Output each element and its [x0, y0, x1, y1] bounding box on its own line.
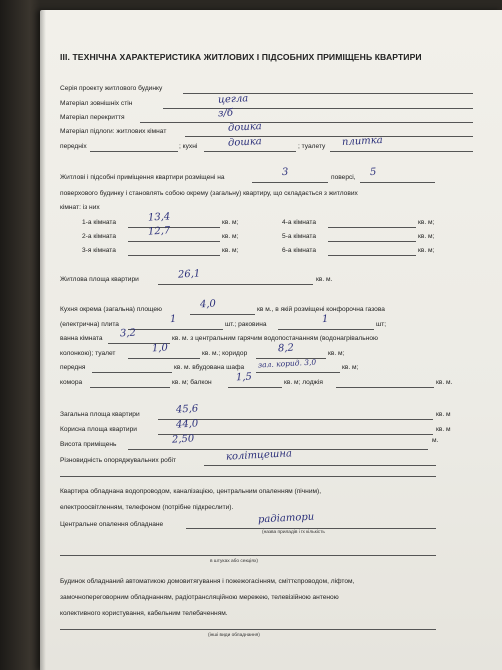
room-3-line [128, 255, 220, 256]
finish-extra-line [60, 476, 436, 477]
finish-label: Різновидність опоряджувальних робіт [60, 457, 177, 464]
heating-hint: (назва приладів і їх кількість [262, 530, 325, 535]
kitchen-area-line [190, 314, 255, 315]
bath-label: ванна кімната [60, 335, 103, 342]
floors-value: дошка [227, 121, 263, 134]
kitchen-text-1: Кухня окрема (загальна) площею [60, 306, 162, 313]
wardrobe-unit: кв. м; [342, 364, 359, 371]
section-title: ІІІ. ТЕХНІЧНА ХАРАКТЕРИСТИКА ЖИТЛОВИХ І ПІДСОБНИХ ПРИМІЩЕНЬ КВАРТИРИ [60, 52, 422, 62]
height-unit: м. [432, 437, 439, 444]
storage-line [90, 387, 170, 388]
walls-value: цегла [217, 93, 249, 106]
storeys-value: 5 [369, 166, 377, 179]
room-1-line [128, 227, 220, 228]
floor-line [252, 182, 328, 183]
useful-area-value: 44,0 [175, 418, 199, 431]
hall-area-line [92, 372, 172, 373]
wc-value: 1,0 [151, 342, 169, 355]
storage-label: комора [60, 379, 83, 386]
ceiling-line [140, 122, 473, 123]
corridor-unit: кв. м; [328, 350, 345, 357]
total-area-unit: кв. м [436, 411, 451, 418]
wardrobe-value: зал. корид. 3,0 [257, 357, 317, 370]
total-area-value: 45,6 [175, 403, 199, 416]
wc-line [128, 358, 200, 359]
room-6-unit: кв. м; [418, 247, 435, 254]
hall-line [90, 151, 178, 152]
loggia-label: кв. м; лоджія [284, 379, 323, 386]
kitchen-floor-label: ; кухні [179, 143, 198, 150]
corridor-label: кв. м.; коридор [202, 350, 248, 357]
hall-area-label: передня [60, 364, 86, 371]
room-3-unit: кв. м; [222, 247, 239, 254]
toilet-floor-value: плитка [341, 134, 383, 149]
walls-line [163, 108, 473, 109]
room-2-value: 12,7 [147, 225, 171, 238]
stove-value: 1 [169, 313, 177, 326]
corridor-value: 8,2 [277, 342, 295, 355]
balcony-value: 1,5 [235, 371, 253, 384]
stove-label: (електрична) плита [60, 321, 119, 328]
room-1-label: 1-а кімната [82, 219, 117, 226]
room-2-label: 2-а кімната [82, 233, 117, 240]
living-area-value: 26,1 [177, 268, 201, 281]
wardrobe-label: кв. м. вбудована шафа [174, 364, 245, 371]
total-area-label: Загальна площа квартири [60, 411, 140, 418]
sink-label: шт.; раковина [225, 321, 267, 328]
location-text-2: поверсі, [331, 174, 356, 181]
loggia-unit: кв. м. [436, 379, 453, 386]
finish-value: колітцешна [225, 448, 293, 463]
building-text-3: колективного користування, кабельним телебаченням. [60, 610, 228, 617]
room-1-unit: кв. м; [222, 219, 239, 226]
room-5-label: 5-а кімната [282, 233, 317, 240]
room-1-value: 13,4 [147, 211, 171, 224]
equipment-text-1: Квартира обладнана водопроводом, каналізацією, центральним опаленням (пічним), [60, 488, 322, 495]
kitchen-floor-value: дошка [227, 136, 263, 149]
heating-extra-line [60, 555, 436, 556]
location-text-4: кімнат: із них [60, 204, 100, 211]
location-text-3: поверхового будинку і становлять собою окрему (загальну) квартиру, що складається з житлових [60, 190, 358, 197]
ceiling-value: з/б [217, 107, 234, 120]
equipment-text-2: електроосвітленням, телефоном (потрібне підкреслити). [60, 504, 234, 511]
useful-area-line [158, 434, 433, 435]
room-4-label: 4-а кімната [282, 219, 317, 226]
walls-label: Матеріал зовнішніх стін [60, 100, 133, 107]
room-4-unit: кв. м; [418, 219, 435, 226]
other-line [60, 629, 436, 630]
loggia-line [336, 387, 434, 388]
living-area-label: Житлова площа квартири [60, 276, 139, 283]
kitchen-text-2: кв м., в якій розміщені конфорочна газова [257, 306, 385, 313]
sink-value: 1 [321, 313, 329, 326]
kitchen-floor-line [204, 151, 296, 152]
kitchen-area-value: 4,0 [199, 298, 217, 311]
document-page [40, 10, 502, 670]
height-value: 2,50 [171, 433, 195, 446]
room-4-line [328, 227, 416, 228]
room-3-label: 3-я кімната [82, 247, 116, 254]
floor-value: 3 [281, 166, 289, 179]
heating-line [186, 528, 436, 529]
room-6-line [328, 255, 416, 256]
other-hint: (інші види обладнання) [208, 633, 260, 638]
sink-unit: шт; [376, 321, 387, 328]
stove-line [128, 329, 223, 330]
heating-label: Центральне опалення обладнане [60, 521, 164, 528]
room-5-unit: кв. м; [418, 233, 435, 240]
balcony-line [228, 387, 282, 388]
building-text-1: Будинок обладнаний автоматикою домовитягування і пожежогасінням, сміттєпроводом, ліфтом, [60, 578, 355, 585]
room-2-unit: кв. м; [222, 233, 239, 240]
finish-line [204, 465, 436, 466]
ceiling-label: Матеріал перекриття [60, 114, 125, 121]
building-text-2: замочнопереговорним обладнанням, радіотрансляційною мережею, телевізійною антеною [60, 594, 339, 601]
bath-value: 3,2 [119, 327, 137, 340]
room-5-line [328, 241, 416, 242]
sink-line [278, 329, 374, 330]
toilet-floor-label: ; туалету [298, 143, 326, 150]
living-area-line [158, 284, 313, 285]
balcony-label: кв. м; балкон [172, 379, 212, 386]
hall-label: передніх [60, 143, 87, 150]
bath-text: кв. м. з центральним гарячим водопостачанням (водонагрівальною [172, 335, 378, 342]
floors-label: Матеріал підлоги: житлових кімнат [60, 128, 167, 135]
pcs-hint: в штуках або секціях) [210, 559, 258, 564]
series-label: Серія проекту житлового будинку [60, 85, 163, 92]
storeys-line [360, 182, 435, 183]
useful-area-label: Корисна площа квартири [60, 426, 137, 433]
living-area-unit: кв. м. [316, 276, 333, 283]
room-6-label: 6-а кімната [282, 247, 317, 254]
location-text-1: Житлові і підсобні приміщення квартири розміщені на [60, 174, 225, 181]
useful-area-unit: кв. м [436, 426, 451, 433]
wc-label: колонкою); туалет [60, 350, 116, 357]
toilet-floor-line [330, 151, 473, 152]
total-area-line [158, 419, 433, 420]
heating-value: радіатори [257, 511, 315, 526]
wardrobe-line [256, 372, 340, 373]
room-2-line [128, 241, 220, 242]
page-binding-shadow [40, 10, 46, 670]
height-label: Висота приміщень [60, 441, 117, 448]
